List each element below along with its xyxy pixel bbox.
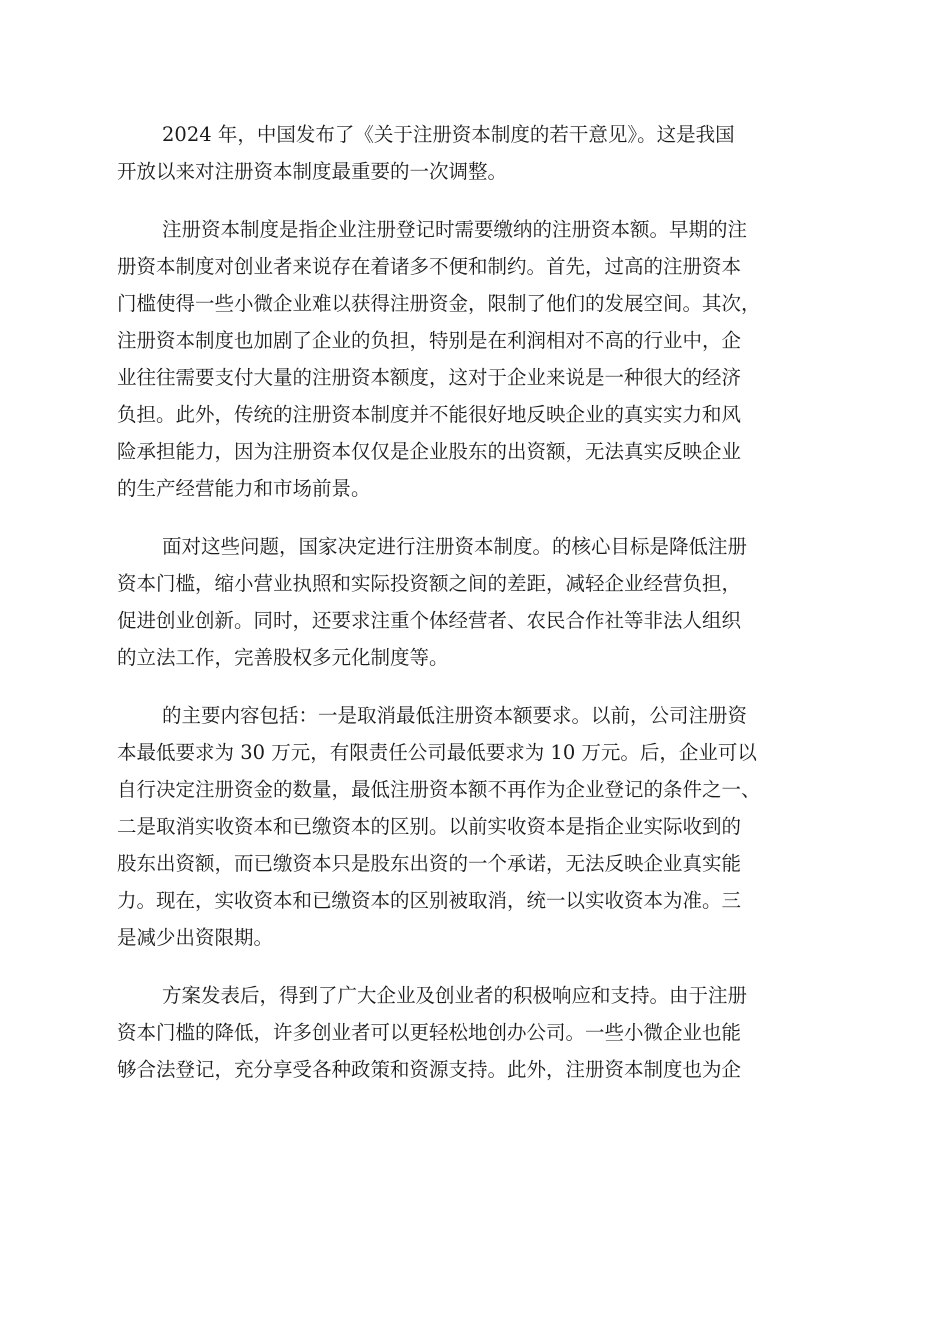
paragraph-line: 的生产经营能力和市场前景。 — [117, 477, 371, 500]
paragraph-line: 本最低要求为 30 万元，有限责任公司最低要求为 10 万元。后，企业可以 — [117, 741, 757, 764]
paragraph-line: 业往往需要支付大量的注册资本额度，这对于企业来说是一种很大的经济 — [117, 366, 742, 389]
paragraph-line: 面对这些问题，国家决定进行注册资本制度。的核心目标是降低注册 — [162, 535, 748, 558]
paragraph-line: 险承担能力，因为注册资本仅仅是企业股东的出资额，无法真实反映企业 — [117, 440, 742, 463]
paragraph-line: 股东出资额，而已缴资本只是股东出资的一个承诺，无法反映企业真实能 — [117, 852, 742, 875]
document-body — [117, 116, 833, 1109]
paragraph-line: 促进创业创新。同时，还要求注重个体经营者、农民合作社等非法人组织 — [117, 609, 742, 632]
paragraph-line: 自行决定注册资金的数量，最低注册资本额不再作为企业登记的条件之一、 — [117, 778, 761, 801]
paragraph-line: 够合法登记，充分享受各种政策和资源支持。此外，注册资本制度也为企 — [117, 1058, 742, 1081]
paragraph-2 — [117, 211, 833, 507]
paragraph-line: 注册资本制度也加剧了企业的负担，特别是在利润相对不高的行业中，企 — [117, 329, 742, 352]
paragraph-3 — [117, 528, 833, 676]
paragraph-line: 资本门槛的降低，许多创业者可以更轻松地创办公司。一些小微企业也能 — [117, 1021, 742, 1044]
paragraph-line: 方案发表后，得到了广大企业及创业者的积极响应和支持。由于注册 — [162, 984, 748, 1007]
paragraph-line: 负担。此外，传统的注册资本制度并不能很好地反映企业的真实实力和风 — [117, 403, 742, 426]
paragraph-line: 资本门槛，缩小营业执照和实际投资额之间的差距，减轻企业经营负担， — [117, 572, 742, 595]
paragraph-line: 的主要内容包括：一是取消最低注册资本额要求。以前，公司注册资 — [162, 704, 748, 727]
paragraph-line: 是减少出资限期。 — [117, 926, 274, 949]
paragraph-line: 册资本制度对创业者来说存在着诸多不便和制约。首先，过高的注册资本 — [117, 255, 742, 278]
paragraph-line: 的立法工作，完善股权多元化制度等。 — [117, 646, 449, 669]
paragraph-line: 力。现在，实收资本和已缴资本的区别被取消，统一以实收资本为准。三 — [117, 889, 742, 912]
paragraph-5 — [117, 977, 833, 1088]
paragraph-line: 二是取消实收资本和已缴资本的区别。以前实收资本是指企业实际收到的 — [117, 815, 742, 838]
paragraph-line: 2024 年，中国发布了《关于注册资本制度的若干意见》。这是我国 — [162, 123, 735, 146]
paragraph-line: 注册资本制度是指企业注册登记时需要缴纳的注册资本额。早期的注 — [162, 218, 748, 241]
paragraph-line: 门槛使得一些小微企业难以获得注册资金，限制了他们的发展空间。其次， — [117, 292, 761, 315]
paragraph-1 — [117, 116, 833, 190]
paragraph-line: 开放以来对注册资本制度最重要的一次调整。 — [117, 160, 508, 183]
paragraph-4 — [117, 697, 833, 956]
